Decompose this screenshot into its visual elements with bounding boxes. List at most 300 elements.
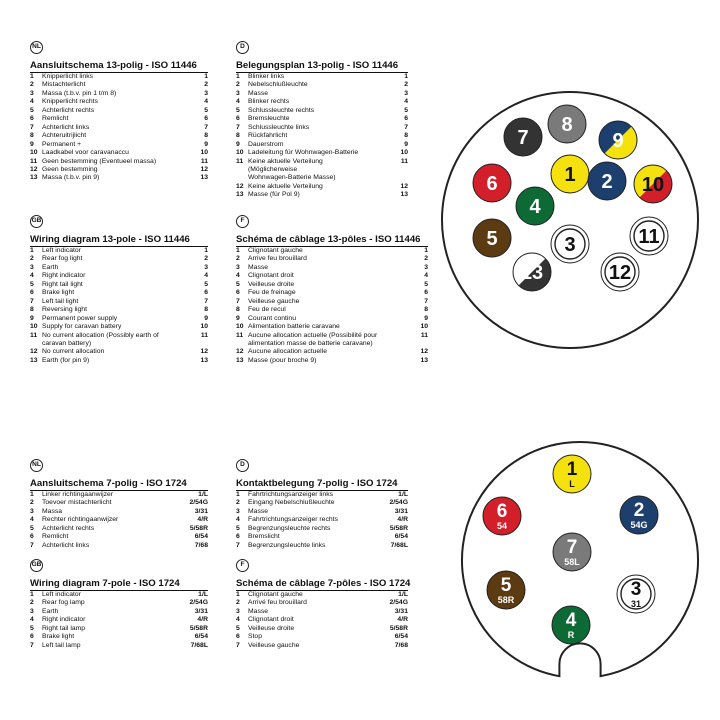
pin-function: Left tail light (42, 297, 79, 305)
pin-number: 5 (30, 106, 34, 114)
pin-function: Right tail lamp (42, 624, 86, 632)
pin-code: 6/54 (394, 633, 408, 641)
pin-code: 11 (400, 157, 408, 165)
pin-code: 5 (204, 280, 208, 288)
legend-row (236, 107, 408, 115)
legend-row (236, 255, 428, 263)
legend-row (30, 124, 208, 132)
pin-code: 1 (424, 247, 428, 254)
legend-title: Schéma de câblage 7-pôles - ISO 1724 (236, 578, 411, 589)
pin-number: 7 (30, 641, 34, 649)
pin-number: 12 (30, 165, 38, 173)
pin-code: 2 (404, 81, 408, 89)
pin-code: 7 (404, 123, 408, 131)
pin-function: Veilleuse gauche (248, 641, 300, 649)
pin-function: Dauerstrom (248, 140, 284, 148)
pin-code: 5 (404, 106, 408, 114)
legend-row (236, 491, 408, 499)
pin-number: 4 (236, 516, 240, 524)
legend-header (30, 38, 208, 56)
pin-number: 7 (30, 123, 34, 131)
legend-row (30, 115, 208, 123)
pin-code: 3/31 (394, 507, 408, 515)
legend-row (236, 272, 428, 280)
pin-number: 2 (30, 599, 34, 607)
pin-label: 3 (564, 234, 576, 256)
pin-number: 7 (236, 541, 240, 549)
pin-code: 4/R (397, 516, 408, 524)
pin-code: 4/R (197, 516, 208, 524)
pin-code: 9 (204, 140, 208, 148)
legend-row (236, 264, 428, 272)
pin-function: Keine aktuelle Verteilung (248, 182, 323, 190)
pin-number: 2 (236, 81, 240, 89)
legend-13-de (236, 38, 408, 200)
legend-row (30, 625, 208, 633)
connector-7-pin (452, 432, 708, 688)
legend-row (236, 608, 408, 616)
pin-number: 8 (236, 306, 240, 314)
legend-row (236, 508, 408, 516)
legend-row (236, 289, 428, 297)
pin-code: 1/L (198, 591, 208, 598)
legend-row (236, 98, 408, 106)
pin-code: 3 (204, 89, 208, 97)
legend-row (30, 255, 208, 263)
pin-label: 10 (641, 174, 665, 196)
legend-row (30, 332, 208, 349)
pin-function: Fahrtrichtungsanzeiger links (248, 491, 334, 498)
pin-code: 8 (204, 132, 208, 140)
pin-code: 5 (424, 280, 428, 288)
pin-number: 6 (30, 115, 34, 123)
pin-function: Achterlicht rechts (42, 524, 95, 532)
pin-number: 12 (236, 182, 244, 190)
pin-number: 7 (236, 123, 240, 131)
pin-code-label: 54G (630, 520, 648, 530)
pin-function: Masse (248, 607, 269, 615)
legend-row (30, 608, 208, 616)
pin-code: 8 (404, 132, 408, 140)
legend-7-de (236, 456, 408, 550)
legend-row (30, 633, 208, 641)
language-badge: GB (30, 559, 43, 572)
pin-function: Brake light (42, 289, 75, 297)
pin-label: 4 (565, 610, 577, 631)
pin-number: 11 (236, 157, 244, 165)
legend-row (30, 323, 208, 331)
pin-function: Fahrtrichtungsanzeiger rechts (248, 516, 338, 524)
legend-row (236, 616, 408, 624)
pin-number: 8 (236, 132, 240, 140)
pin-code-label: 58R (497, 595, 515, 605)
legend-row (30, 90, 208, 98)
pin-number: 1 (236, 591, 240, 598)
pin-code: 8 (204, 306, 208, 314)
pin-function: No current allocation (Possibly earth of caravan battery) (42, 331, 159, 347)
pin-function: Clignotant gauche (248, 247, 303, 254)
pin-code: 5/58R (389, 624, 408, 632)
pin-code: 2/54G (189, 499, 208, 507)
pin-number: 1 (30, 247, 34, 254)
language-badge: NL (30, 459, 43, 472)
pin-code: 3 (424, 263, 428, 271)
pin-function: Clignotant droit (248, 616, 294, 624)
pin-code: 11 (200, 157, 208, 165)
pin-function: Stop (248, 633, 262, 641)
legend-row (236, 357, 428, 365)
pin-number: 10 (30, 323, 38, 331)
pin-function: Begrenzungsleuchte rechts (248, 524, 331, 532)
pin-code: 12 (200, 165, 208, 173)
pin-function: Veilleuse gauche (248, 297, 300, 305)
pin-number: 4 (30, 616, 34, 624)
pin-function: Arrive feu brouillard (248, 255, 307, 263)
legend-13-nl (30, 38, 208, 183)
pin-code: 5 (204, 106, 208, 114)
pin-function: Left indicator (42, 247, 81, 254)
legend-row (30, 616, 208, 624)
pin-code: 1/L (398, 491, 408, 498)
legend-row (30, 158, 208, 166)
pin-6 (483, 497, 521, 535)
pin-label: 8 (561, 114, 573, 136)
pin-number: 1 (30, 491, 34, 498)
pin-5 (487, 571, 525, 609)
pin-function: Rechter richtingaanwijzer (42, 516, 119, 524)
legend-row (30, 247, 208, 255)
pin-code: 9 (424, 314, 428, 322)
pin-function: Blinker links (248, 73, 285, 80)
pin-function: Schlussleuchte rechts (248, 106, 315, 114)
legend-row (236, 149, 408, 157)
pin-11 (630, 217, 668, 255)
legend-row (236, 141, 408, 149)
pin-function: No current allocation (42, 348, 105, 356)
legend-row (30, 315, 208, 323)
pin-number: 13 (236, 191, 244, 199)
pin-label: 4 (529, 196, 541, 218)
pin-function: Permanent + (42, 140, 82, 148)
legend-7-nl (30, 456, 208, 550)
pin-code-label: 58L (564, 557, 580, 567)
pin-code: 2/54G (389, 499, 408, 507)
pin-number: 5 (236, 280, 240, 288)
pin-code: 10 (200, 323, 208, 331)
legend-title: Wiring diagram 13-pole - ISO 11446 (30, 234, 208, 247)
legend-row (30, 141, 208, 149)
legend-row (236, 90, 408, 98)
pin-function: Right tail light (42, 280, 83, 288)
legend-title: Aansluitschema 7-polig - ISO 1724 (30, 478, 208, 491)
pin-number: 10 (236, 149, 244, 157)
pin-function: Geen bestemming (Eventueel massa) (42, 157, 157, 165)
pin-function: Linker richtingaanwijzer (42, 491, 114, 498)
legend-row (30, 272, 208, 280)
legend-row (236, 298, 428, 306)
legend-title: Schéma de câblage 13-pôles - ISO 11446 (236, 234, 428, 247)
legend-row (236, 73, 408, 81)
pin-label: 13 (520, 262, 544, 284)
pin-9 (599, 121, 637, 159)
pin-number: 1 (236, 247, 240, 254)
pin-function: Brake light (42, 633, 75, 641)
legend-row (236, 633, 408, 641)
pin-function: Bremslicht (248, 533, 280, 541)
pin-code: 6 (424, 289, 428, 297)
legend-row (236, 533, 408, 541)
pin-code: 13 (400, 191, 408, 199)
pin-number: 5 (30, 280, 34, 288)
legend-row (236, 332, 428, 349)
language-badge: D (236, 459, 249, 472)
pin-number: 12 (236, 348, 244, 356)
legend-header (236, 38, 408, 56)
legend-7-fr (236, 556, 411, 650)
pin-function: Rear fog lamp (42, 599, 85, 607)
pin-function: Masse (248, 263, 269, 271)
legend-row (30, 149, 208, 157)
pin-number: 3 (236, 607, 240, 615)
pin-code: 5/58R (389, 524, 408, 532)
pin-number: 8 (30, 306, 34, 314)
language-badge: F (236, 559, 249, 572)
pin-function: Feu de freinage (248, 289, 296, 297)
pin-code: 7/68L (190, 641, 208, 649)
pin-function: Schlussleuchte links (248, 123, 310, 131)
pin-number: 2 (30, 255, 34, 263)
pin-number: 6 (236, 533, 240, 541)
pin-label: 6 (486, 173, 498, 195)
pin-code: 3 (404, 89, 408, 97)
pin-code: 11 (420, 331, 428, 339)
pin-1 (553, 455, 591, 493)
legend-row (236, 132, 408, 140)
pin-number: 13 (30, 356, 38, 364)
pin-number: 2 (236, 499, 240, 507)
legend-row (30, 107, 208, 115)
pin-code-label: L (569, 479, 575, 489)
legend-row (236, 642, 408, 650)
legend-row (236, 281, 428, 289)
pin-function: Knipperlicht rechts (42, 98, 98, 106)
pin-label: 2 (601, 171, 613, 193)
legend-row (30, 264, 208, 272)
pin-10 (634, 165, 672, 203)
pin-7 (504, 118, 542, 156)
legend-row (236, 191, 408, 199)
pin-7 (553, 533, 591, 571)
pin-code: 2 (204, 81, 208, 89)
pin-13 (513, 253, 551, 291)
pin-code: 2 (204, 255, 208, 263)
legend-title: Aansluitschema 13-polig - ISO 11446 (30, 60, 208, 73)
pin-function: Keine aktuelle Verteilung (Möglicherweise Wohnwagen-Batterie Masse) (248, 157, 336, 182)
pin-code: 6/54 (394, 533, 408, 541)
pin-number: 1 (30, 73, 34, 80)
pin-function: Masse (für Pol 9) (248, 191, 300, 199)
legend-row (236, 348, 428, 356)
pin-code: 7/68 (194, 541, 208, 549)
pin-code: 3/31 (194, 507, 208, 515)
legend-row (30, 98, 208, 106)
pin-number: 7 (30, 541, 34, 549)
pin-number: 13 (236, 356, 244, 364)
language-badge: GB (30, 215, 43, 228)
pin-function: Arrivé feu brouillard (248, 599, 307, 607)
pin-number: 9 (236, 140, 240, 148)
legend-row (30, 542, 208, 550)
pin-number: 9 (236, 314, 240, 322)
pin-code: 6/54 (194, 533, 208, 541)
legend-row (236, 499, 408, 507)
pin-number: 4 (30, 516, 34, 524)
pin-code: 5/58R (189, 624, 208, 632)
pin-2 (588, 162, 626, 200)
pin-code: 2/54G (389, 599, 408, 607)
pin-function: Achterlicht links (42, 123, 90, 131)
pin-label: 2 (633, 500, 645, 521)
pin-number: 6 (236, 115, 240, 123)
legend-row (30, 642, 208, 650)
pin-code: 11 (200, 331, 208, 339)
pin-function: Clignotant droit (248, 272, 294, 280)
pin-function: Earth (for pin 9) (42, 356, 90, 364)
pin-number: 6 (30, 633, 34, 641)
legend-title: Kontaktbelegung 7-polig - ISO 1724 (236, 478, 408, 491)
pin-function: Aucune allocation actuelle (248, 348, 327, 356)
pin-label: 5 (500, 575, 512, 596)
pin-code: 12 (400, 182, 408, 190)
pin-function: Veilleuse droite (248, 624, 295, 632)
pin-function: Eingang Nebelschlußleuchte (248, 499, 335, 507)
pin-number: 10 (236, 323, 244, 331)
legend-header (30, 212, 208, 230)
pin-code: 3/31 (194, 607, 208, 615)
pin-number: 4 (236, 616, 240, 624)
pin-function: Clignotant gauche (248, 591, 303, 598)
pin-code: 13 (420, 356, 428, 364)
pin-function: Earth (42, 263, 59, 271)
pin-label: 11 (638, 226, 660, 248)
pin-number: 3 (236, 89, 240, 97)
pin-code: 10 (400, 149, 408, 157)
language-badge: D (236, 41, 249, 54)
pin-code-label: R (567, 630, 575, 640)
legend-7-gb (30, 556, 208, 650)
pin-function: Massa (42, 507, 63, 515)
legend-row (236, 516, 408, 524)
pin-code: 1/L (398, 591, 408, 598)
legend-header (236, 456, 408, 474)
pin-function: Remlicht (42, 533, 69, 541)
legend-row (30, 357, 208, 365)
pin-function: Rückfahrlicht (248, 132, 288, 140)
pin-number: 7 (236, 297, 240, 305)
pin-code: 1 (404, 73, 408, 80)
pin-function: Ladeleitung für Wohnwagen-Batterie (248, 149, 359, 157)
pin-code: 7/68L (390, 541, 408, 549)
pin-8 (548, 105, 586, 143)
pin-number: 1 (236, 73, 240, 80)
pin-code: 6/54 (194, 633, 208, 641)
legend-row (30, 281, 208, 289)
legend-header (30, 556, 208, 574)
pin-code-label: 54 (496, 521, 508, 531)
pin-code: 4 (404, 98, 408, 106)
legend-row (236, 625, 408, 633)
pin-code: 2 (424, 255, 428, 263)
pin-number: 2 (236, 599, 240, 607)
pin-code: 13 (200, 356, 208, 364)
pin-number: 5 (236, 624, 240, 632)
pin-code: 4 (424, 272, 428, 280)
pin-number: 5 (236, 524, 240, 532)
pin-3 (551, 225, 589, 263)
legend-row (236, 591, 408, 599)
pin-label: 7 (517, 127, 529, 149)
legend-row (236, 115, 408, 123)
pin-code: 6 (204, 289, 208, 297)
legend-row (30, 306, 208, 314)
pin-function: Left indicator (42, 591, 81, 598)
pin-number: 2 (236, 255, 240, 263)
pin-function: Masse (pour broche 9) (248, 356, 317, 364)
pin-function: Aucune allocation actuelle (Possibilité pour alimentation masse de batterie caravane) (248, 331, 378, 347)
pin-number: 3 (236, 263, 240, 271)
pin-12 (601, 253, 639, 291)
legend-header (236, 212, 428, 230)
pin-label: 3 (630, 579, 642, 600)
pin-function: Veilleuse droite (248, 280, 295, 288)
pin-code: 13 (200, 174, 208, 182)
legend-row (30, 166, 208, 174)
pin-code: 9 (404, 140, 408, 148)
legend-title: Belegungsplan 13-polig - ISO 11446 (236, 60, 408, 73)
pin-code: 10 (420, 323, 428, 331)
pin-code: 3 (204, 263, 208, 271)
pin-1 (551, 155, 589, 193)
pin-number: 7 (236, 641, 240, 649)
pin-4 (552, 606, 590, 644)
pin-code: 7 (204, 123, 208, 131)
pin-label: 7 (566, 537, 578, 558)
pin-label: 1 (566, 459, 578, 480)
legend-row (30, 289, 208, 297)
pin-code: 6 (404, 115, 408, 123)
pin-function: Massa (t.b.v. pin 1 t/m 8) (42, 89, 117, 97)
pin-number: 2 (30, 499, 34, 507)
pin-6 (473, 164, 511, 202)
pin-code: 7 (204, 297, 208, 305)
pin-function: Bremsleuchte (248, 115, 290, 123)
pin-number: 9 (30, 314, 34, 322)
legend-13-fr (236, 212, 428, 365)
pin-label: 9 (612, 130, 624, 152)
pin-function: Blinker rechts (248, 98, 290, 106)
pin-function: Laadkabel voor caravanaccu (42, 149, 129, 157)
pin-number: 4 (236, 98, 240, 106)
pin-number: 8 (30, 132, 34, 140)
pin-code: 4/R (397, 616, 408, 624)
pin-function: Achteruitrijlicht (42, 132, 87, 140)
legend-row (236, 247, 428, 255)
legend-row (30, 591, 208, 599)
legend-row (30, 516, 208, 524)
legend-row (236, 599, 408, 607)
pin-function: Earth (42, 607, 59, 615)
pin-number: 1 (236, 491, 240, 498)
